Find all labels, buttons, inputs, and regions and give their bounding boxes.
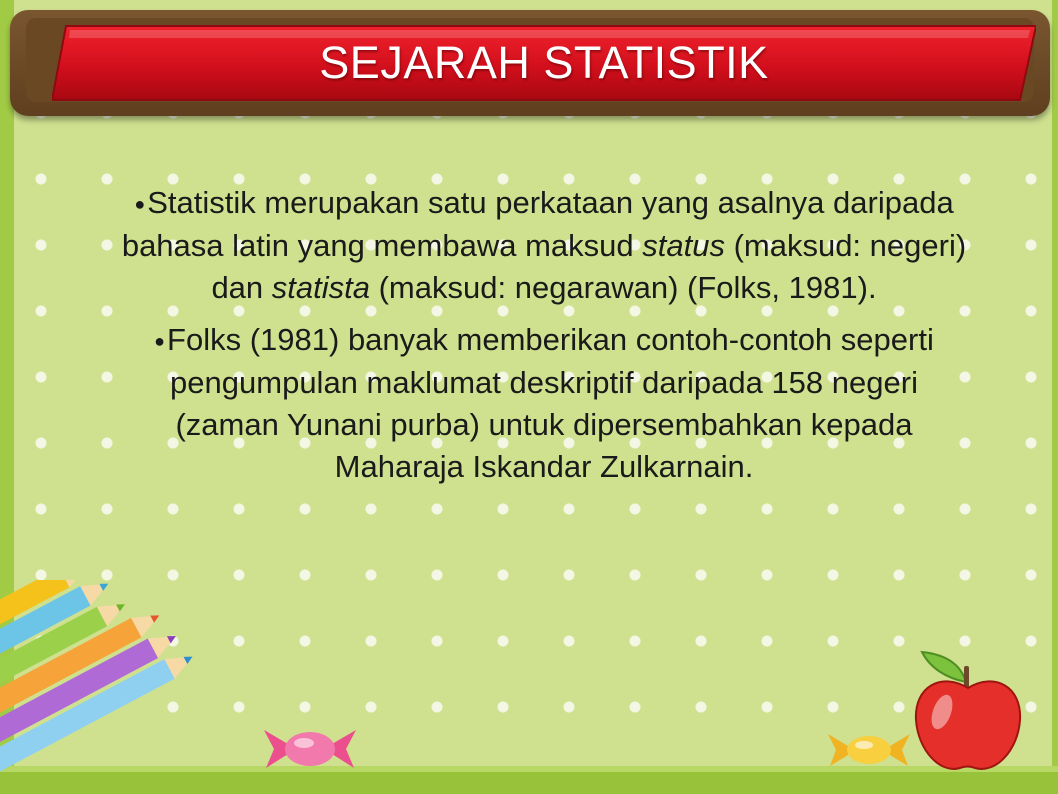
yellow-candy-icon: [826, 728, 912, 772]
content-body: [120, 182, 968, 498]
right-border: [1052, 0, 1058, 794]
bullet-item: [120, 182, 968, 309]
bullet-marker: ●: [154, 331, 166, 351]
bullet-text: Folks (1981) banyak memberikan contoh-contoh seperti pengumpulan maklumat deskriptif daripada 158 negeri (zaman Yunani purba) untuk dipersembahkan kepada Maharaja Iskandar Zulkarnain.: [167, 322, 934, 484]
bullet-text-part: (maksud: negeri) dan: [211, 228, 967, 305]
bullet-text-part: Statistik merupakan satu perkataan yang asalnya daripada bahasa latin yang membawa maksud: [121, 185, 954, 263]
red-apple-icon: [912, 648, 1024, 776]
page-title: SEJARAH STATISTIK: [319, 37, 769, 88]
bullet-item: [120, 319, 968, 488]
bullet-text-part: (maksud: negarawan) (Folks, 1981).: [370, 270, 877, 305]
title-banner: [52, 24, 1036, 102]
italic-term: statista: [271, 270, 370, 305]
italic-term: status: [642, 228, 725, 263]
colored-pencils-icon: [0, 580, 250, 776]
pink-candy-icon: [262, 722, 358, 774]
bullet-marker: ●: [134, 194, 146, 214]
